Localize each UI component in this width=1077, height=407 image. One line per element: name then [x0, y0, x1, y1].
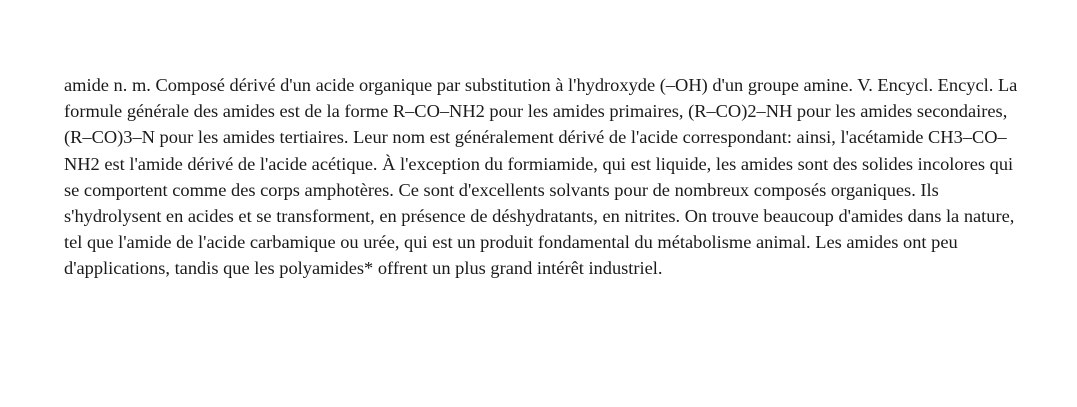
entry-encyclopedia-label: Encycl. [937, 75, 994, 95]
entry-see-also: V. Encycl. [857, 75, 934, 95]
entry-headword: amide [64, 75, 109, 95]
dictionary-entry [64, 72, 1024, 282]
entry-encyclopedia-text: La formule générale des amides est de la forme R–CO–NH2 pour les amides primaires, (R–CO)2–NH pour les amides secondaires, (R–CO)3–N pour les amides tertiaires. Leur nom est généralement dérivé de l'acide correspondant: ainsi, l'acétamide CH3–CO–NH2 est l'amide dérivé de l'acide acétique. À l'exception du formiamide, qui est liquide, les amides sont des solides incolores qui se comportent comme des corps amphotères. Ce sont d'excellents solvants pour de nombreux composés organiques. Ils s'hydrolysent en acides et se transforment, en présence de déshydratants, en nitrites. On trouve beaucoup d'amides dans la nature, tel que l'amide de l'acide carbamique ou urée, qui est un produit fondamental du métabolisme animal. Les amides ont peu d'applications, tandis que les polyamides* offrent un plus grand intérêt industriel. [64, 75, 1018, 279]
entry-part-of-speech: n. m. [113, 75, 151, 95]
entry-definition: Composé dérivé d'un acide organique par substitution à l'hydroxyde (–OH) d'un groupe amine. [155, 75, 854, 95]
